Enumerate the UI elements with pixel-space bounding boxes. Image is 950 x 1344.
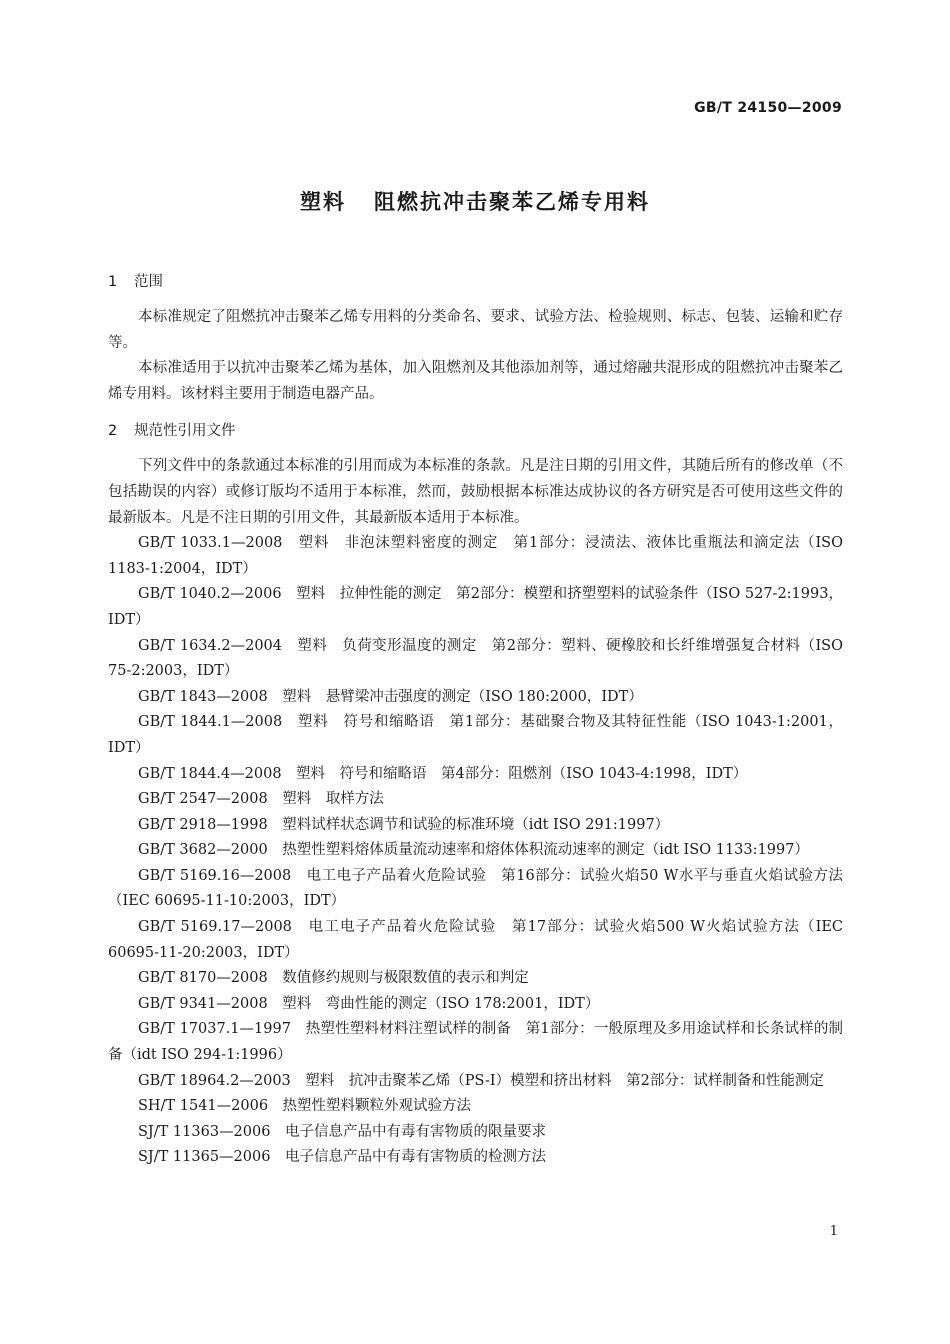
reference-item: GB/T 1844.4—2008 塑料 符号和缩略语 第4部分：阻燃剂（ISO 1043-4:1998，IDT） — [138, 765, 748, 782]
reference-item: GB/T 1033.1—2008 塑料 非泡沫塑料密度的测定 第1部分：浸渍法、液体比重瓶法和滴定法（ISO 1183-1:2004，IDT） — [108, 535, 843, 577]
reference-item: GB/T 1844.1—2008 塑料 符号和缩略语 第1部分：基础聚合物及其特征性能（ISO 1043-1:2001，IDT） — [108, 714, 843, 756]
reference-item: SJ/T 11365—2006 电子信息产品中有毒有害物质的检测方法 — [138, 1149, 546, 1166]
reference-item: GB/T 3682—2000 热塑性塑料熔体质量流动速率和熔体体积流动速率的测定（idt ISO 1133:1997） — [138, 842, 809, 859]
standard-code: GB/T 24150—2009 — [694, 100, 842, 116]
section-title: 范围 — [134, 274, 163, 290]
title-part-2: 阻燃抗冲击聚苯乙烯专用料 — [374, 190, 650, 214]
section-2-heading — [108, 419, 843, 444]
reference-item: GB/T 9341—2008 塑料 弯曲性能的测定（ISO 178:2001，IDT） — [138, 995, 600, 1012]
references-intro: 下列文件中的条款通过本标准的引用而成为本标准的条款。凡是注日期的引用文件，其随后所有的修改单（不包括勘误的内容）或修订版均不适用于本标准，然而，鼓励根据本标准达成协议的各方研究是否可使用这些文件的最新版本。凡是不注日期的引用文件，其最新版本适用于本标准。 — [108, 458, 843, 526]
reference-item: GB/T 17037.1—1997 热塑性塑料材料注塑试样的制备 第1部分：一般原理及多用途试样和长条试样的制备（idt ISO 294-1:1996） — [108, 1021, 843, 1064]
reference-item: GB/T 18964.2—2003 塑料 抗冲击聚苯乙烯（PS-I）模塑和挤出材料 第2部分：试样制备和性能测定 — [138, 1072, 824, 1089]
reference-item: GB/T 5169.16—2008 电工电子产品着火危险试验 第16部分：试验火焰50 W水平与垂直火焰试验方法（IEC 60695-11-10:2003，IDT） — [108, 867, 843, 910]
reference-item: GB/T 1843—2008 塑料 悬臂梁冲击强度的测定（ISO 180:2000，IDT） — [138, 688, 643, 705]
reference-item: GB/T 2547—2008 塑料 取样方法 — [138, 791, 384, 808]
reference-item: GB/T 1040.2—2006 塑料 拉伸性能的测定 第2部分：模塑和挤塑塑料的试验条件（ISO 527-2:1993，IDT） — [108, 586, 843, 628]
reference-item: GB/T 2918—1998 塑料试样状态调节和试验的标准环境（idt ISO 291:1997） — [138, 816, 670, 833]
section-1-heading — [108, 270, 843, 295]
scope-paragraph: 本标准规定了阻燃抗冲击聚苯乙烯专用料的分类命名、要求、试验方法、检验规则、标志、包装、运输和贮存等。 — [108, 309, 843, 351]
page-number: 1 — [829, 1224, 838, 1239]
scope-paragraph: 本标准适用于以抗冲击聚苯乙烯为基体，加入阻燃剂及其他添加剂等，通过熔融共混形成的阻燃抗冲击聚苯乙烯专用料。该材料主要用于制造电器产品。 — [108, 360, 843, 402]
title-part-1: 塑料 — [300, 190, 346, 214]
reference-item: GB/T 8170—2008 数值修约规则与极限数值的表示和判定 — [138, 970, 529, 987]
reference-item: SJ/T 11363—2006 电子信息产品中有毒有害物质的限量要求 — [138, 1123, 546, 1140]
reference-item: GB/T 1634.2—2004 塑料 负荷变形温度的测定 第2部分：塑料、硬橡胶和长纤维增强复合材料（ISO 75-2:2003，IDT） — [108, 637, 843, 680]
reference-item: GB/T 5169.17—2008 电工电子产品着火危险试验 第17部分：试验火焰500 W火焰试验方法（IEC 60695-11-20:2003，IDT） — [108, 919, 843, 961]
section-number: 2 — [108, 423, 118, 440]
section-number: 1 — [108, 274, 118, 290]
document-title — [0, 186, 950, 216]
document-body — [108, 270, 843, 1171]
reference-item: SH/T 1541—2006 热塑性塑料颗粒外观试验方法 — [138, 1098, 472, 1115]
section-title: 规范性引用文件 — [134, 423, 236, 440]
